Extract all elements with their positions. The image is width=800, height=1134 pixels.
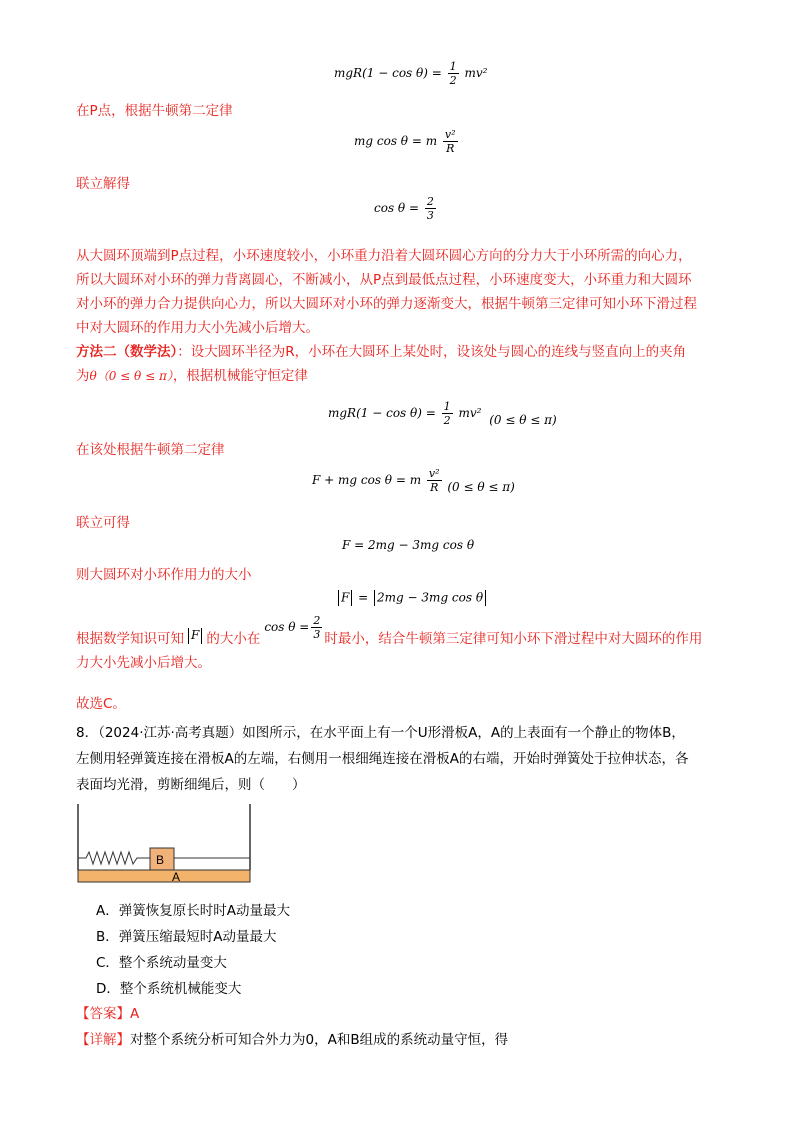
question-8-line-2: 左侧用轻弹簧连接在滑板A的左端，右侧用一根细绳连接在滑板A的右端，开始时弹簧处于拉伸状态，各 (76, 751, 689, 767)
spring (78, 852, 150, 864)
eq3-left: cos θ = (374, 201, 420, 215)
math-num: 2 (313, 614, 321, 627)
eq2-den: R (446, 142, 455, 155)
paragraph-newton-at-point: 在该处根据牛顿第二定律 (76, 442, 225, 458)
equation-abs-force: F = 2mg − 3mg cos θ (336, 590, 488, 606)
method-two-line-2 (76, 364, 686, 388)
method-two-intro: ：设大圆环半径为R，小环在大圆环上某处时，设该处与圆心的连线与竖直向上的夹角 (177, 344, 687, 360)
eq7-right: 2mg − 3mg cos θ (377, 590, 484, 605)
analysis-line-4: 中对大圆环的作用力大小先减小后增大。 (76, 320, 319, 336)
method-two-title: 方法二（数学法） (76, 344, 178, 360)
options-list (96, 898, 290, 1002)
detail-tag: 【详解】 (76, 1032, 130, 1048)
eq2-num: v² (444, 128, 456, 141)
eq5-fraction (427, 467, 442, 494)
eq3-num: 2 (426, 195, 434, 208)
equation-newton-1 (354, 128, 460, 155)
eq1-right: mv² (464, 66, 488, 80)
eq2-left: mg cos θ = m (354, 134, 438, 148)
equation-cos (374, 195, 438, 222)
math-line-1 (76, 614, 703, 651)
abs-bar-left-1 (338, 590, 339, 606)
analysis-line-3: 对小环的弹力合力提供向心力，所以大圆环对小环的弹力逐渐变大，根据牛顿第三定律可知小环下滑过程 (76, 296, 697, 312)
question-8-line-1: 8．（2024·江苏·高考真题）如图所示，在水平面上有一个U形滑板A，A的上表面有一个静止的物体B， (76, 725, 685, 741)
equation-force: F = 2mg − 3mg cos θ (342, 538, 475, 552)
eq4-den: 2 (443, 414, 451, 427)
equation-energy-1 (334, 60, 487, 87)
eq5-range: (0 ≤ θ ≤ π) (447, 480, 515, 494)
method-two-suffix: ，根据机械能守恒定律 (172, 368, 308, 384)
question-8-line-3: 表面均光滑，剪断细绳后，则（ ） (76, 777, 306, 793)
equation-newton-2 (312, 467, 515, 494)
option-b: B．弹簧压缩最短时A动量最大 (96, 929, 277, 945)
method-two-line-1 (76, 340, 686, 364)
eq5-left: F + mg cos θ = m (312, 473, 422, 487)
eq3-den: 3 (426, 209, 434, 222)
eq4-range: (0 ≤ θ ≤ π) (489, 413, 557, 427)
eq4-fraction (442, 400, 453, 427)
math-cos-condition (264, 614, 324, 641)
math-abs-f (186, 623, 204, 647)
label-a: A (172, 870, 181, 884)
paragraph-analysis (76, 244, 697, 340)
math-cos: cos θ = (264, 620, 310, 634)
math-text-c: 时最小，结合牛顿第三定律可知小环下滑过程中对大圆环的作用 (324, 631, 703, 647)
paragraph-force-magnitude: 则大圆环对小环作用力的大小 (76, 567, 252, 583)
method-two-prefix: 为 (76, 368, 90, 384)
label-b: B (156, 853, 165, 867)
abs-bar-right-2 (485, 590, 486, 606)
method-two (76, 340, 686, 388)
abs-bar-left-2 (374, 590, 375, 606)
math-text-a: 根据数学知识可知 (76, 631, 184, 647)
question-8 (76, 720, 688, 798)
eq4-left: mgR(1 − cos θ) = (328, 406, 436, 420)
eq4-right: mv² (458, 406, 482, 420)
method-two-range: θ（0 ≤ θ ≤ π） (89, 369, 173, 383)
eq1-den: 2 (449, 74, 457, 87)
math-line-2: 力大小先减小后增大。 (76, 655, 211, 671)
paragraph-solve: 联立解得 (76, 176, 130, 192)
option-a: A．弹簧恢复原长时时A动量最大 (96, 903, 290, 919)
eq1-num: 1 (449, 60, 457, 73)
paragraph-combine: 联立可得 (76, 515, 130, 531)
answer-line (76, 1004, 139, 1024)
eq5-den: R (430, 481, 439, 494)
math-den: 3 (313, 628, 321, 641)
eq1-left: mgR(1 − cos θ) = (334, 66, 442, 80)
abs-bar-right-1 (351, 590, 352, 606)
eq3-fraction (425, 195, 436, 222)
answer-tag: 【答案】 (76, 1006, 130, 1022)
detail-line (76, 1030, 508, 1050)
math-abs-f-var: F (191, 628, 200, 642)
eq4-num: 1 (443, 400, 451, 413)
eq1-fraction (448, 60, 459, 87)
answer-value: A (130, 1006, 140, 1022)
analysis-line-1: 从大圆环顶端到P点过程，小环速度较小，小环重力沿着大圆环圆心方向的分力大于小环所需的向心力， (76, 248, 692, 264)
eq2-fraction (443, 128, 458, 155)
plate-a (78, 870, 250, 882)
option-c: C．整个系统动量变大 (96, 955, 227, 971)
analysis-line-2: 所以大圆环对小环的弹力背离圆心，不断减小，从P点到最低点过程，小环速度变大，小环重力和大圆环 (76, 272, 692, 288)
paragraph-math-knowledge (76, 614, 703, 675)
figure-sliding-plate (72, 802, 258, 888)
paragraph-p-point: 在P点，根据牛顿第二定律 (76, 103, 233, 119)
detail-text: 对整个系统分析可知合外力为0，A和B组成的系统动量守恒，得 (130, 1032, 509, 1048)
paragraph-choose: 故选C。 (76, 696, 126, 712)
eq7-left: F (341, 590, 350, 605)
eq5-num: v² (428, 467, 440, 480)
equation-energy-2 (328, 400, 557, 427)
option-d: D．整个系统机械能变大 (96, 981, 242, 997)
math-text-b: 的大小在 (206, 631, 261, 647)
